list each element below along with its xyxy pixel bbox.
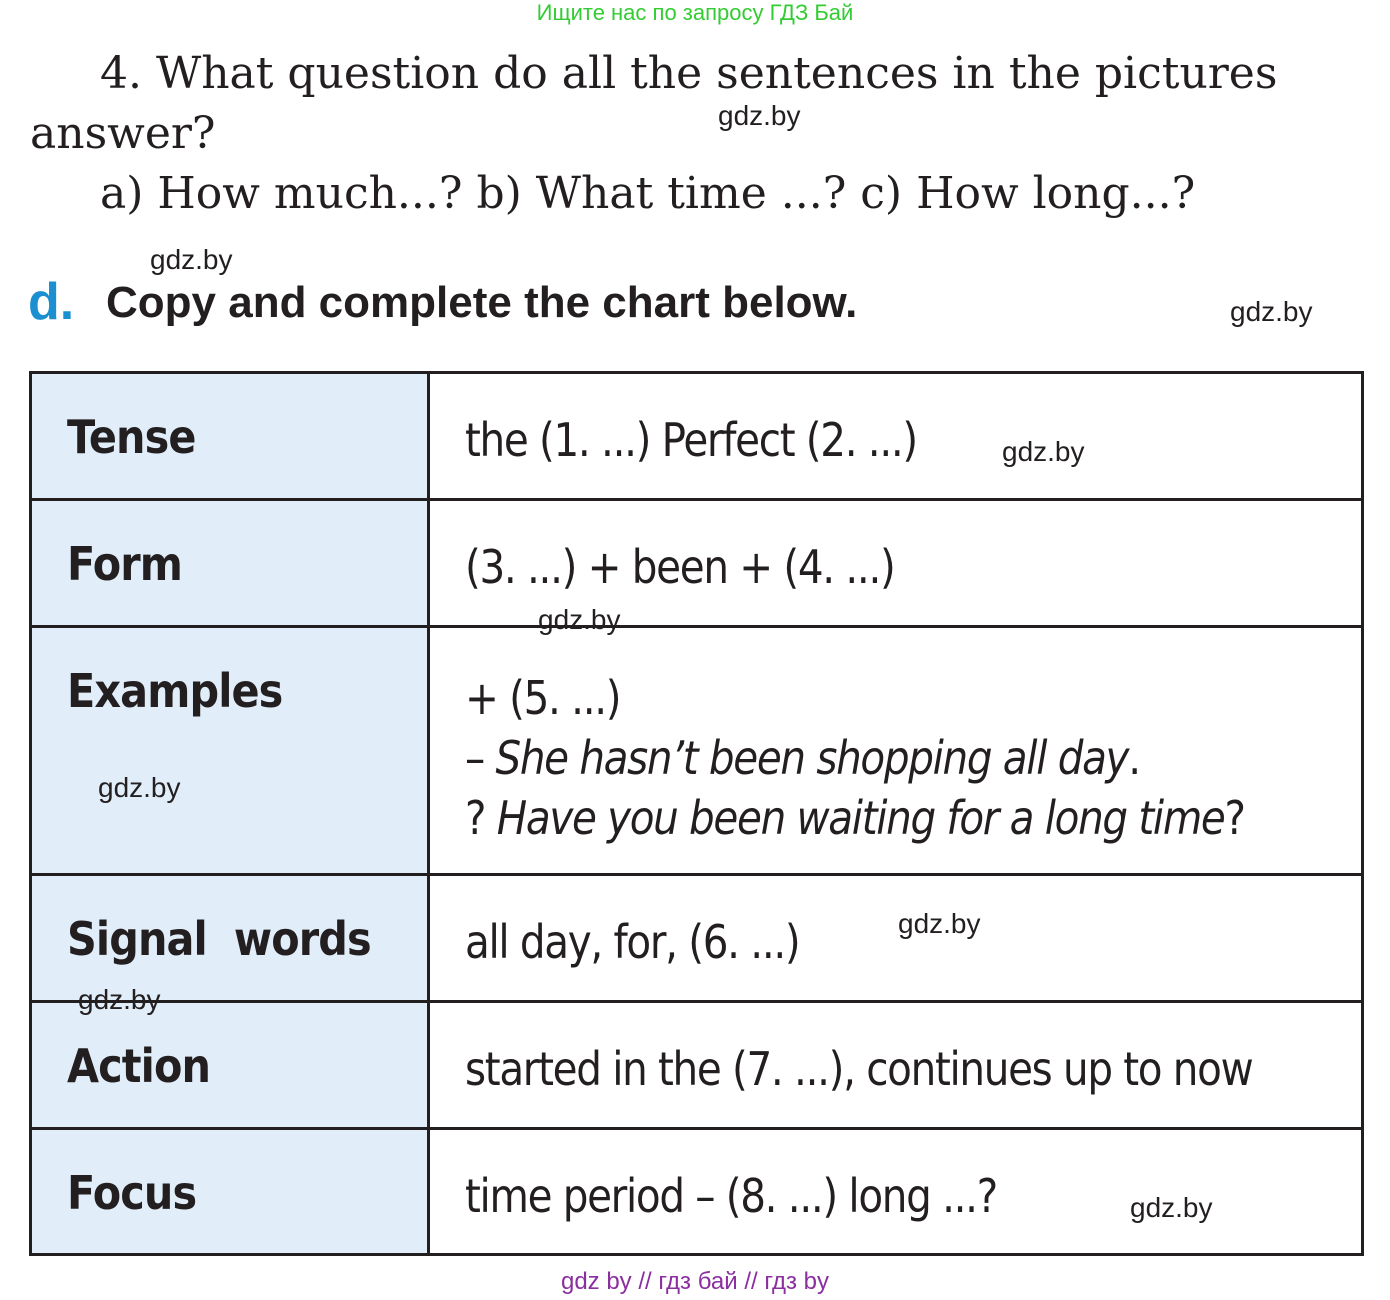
chart-value-examples (430, 628, 1361, 876)
question-options: a) How much...? b) What time ...? c) How long...? (100, 168, 1196, 219)
watermark: gdz.by (78, 984, 161, 1015)
watermark: gdz.by (898, 908, 981, 939)
example-affirmative: + (5. ...) (465, 671, 621, 725)
chart-label-tense: Tense (32, 374, 430, 501)
chart-value-signal-words: all day, for, (6. ...) (430, 876, 1361, 1003)
example-question: ? Have you been waiting for a long time? (465, 791, 1245, 845)
site-banner: Ищите нас по запросу ГДЗ Бай (536, 0, 854, 25)
watermark: gdz.by (718, 100, 801, 131)
chart-label-action: Action (32, 1003, 430, 1130)
chart-label-form: Form (32, 501, 430, 628)
chart-value-focus: time period – (8. ...) long ...? (465, 1169, 997, 1223)
chart-label-examples: Examples (32, 628, 430, 876)
question-line-1: 4. What question do all the sentences in the pictures (100, 48, 1278, 99)
watermark: gdz.by (1230, 296, 1313, 327)
section-title: Copy and complete the chart below. (106, 278, 858, 327)
footer-links: gdz by // гдз бай // гдз by (560, 1268, 830, 1295)
section-letter: d. (28, 273, 75, 331)
chart-label-focus: Focus (32, 1130, 430, 1253)
watermark: gdz.by (1130, 1192, 1213, 1223)
chart-value-tense: the (1. ...) Perfect (2. ...) (430, 374, 1361, 501)
question-line-2: answer? (30, 108, 216, 159)
watermark: gdz.by (150, 244, 233, 275)
chart-value-form: (3. ...) + been + (4. ...) (430, 501, 1361, 628)
chart-value-action: started in the (7. ...), continues up to now (430, 1003, 1361, 1130)
watermark: gdz.by (1002, 436, 1085, 467)
chart-label-signal-words: Signal words (32, 876, 430, 1003)
example-negative: – She hasn’t been shopping all day. (465, 731, 1140, 785)
watermark: gdz.by (538, 604, 621, 635)
grammar-chart (29, 371, 1364, 1256)
watermark: gdz.by (98, 772, 181, 803)
